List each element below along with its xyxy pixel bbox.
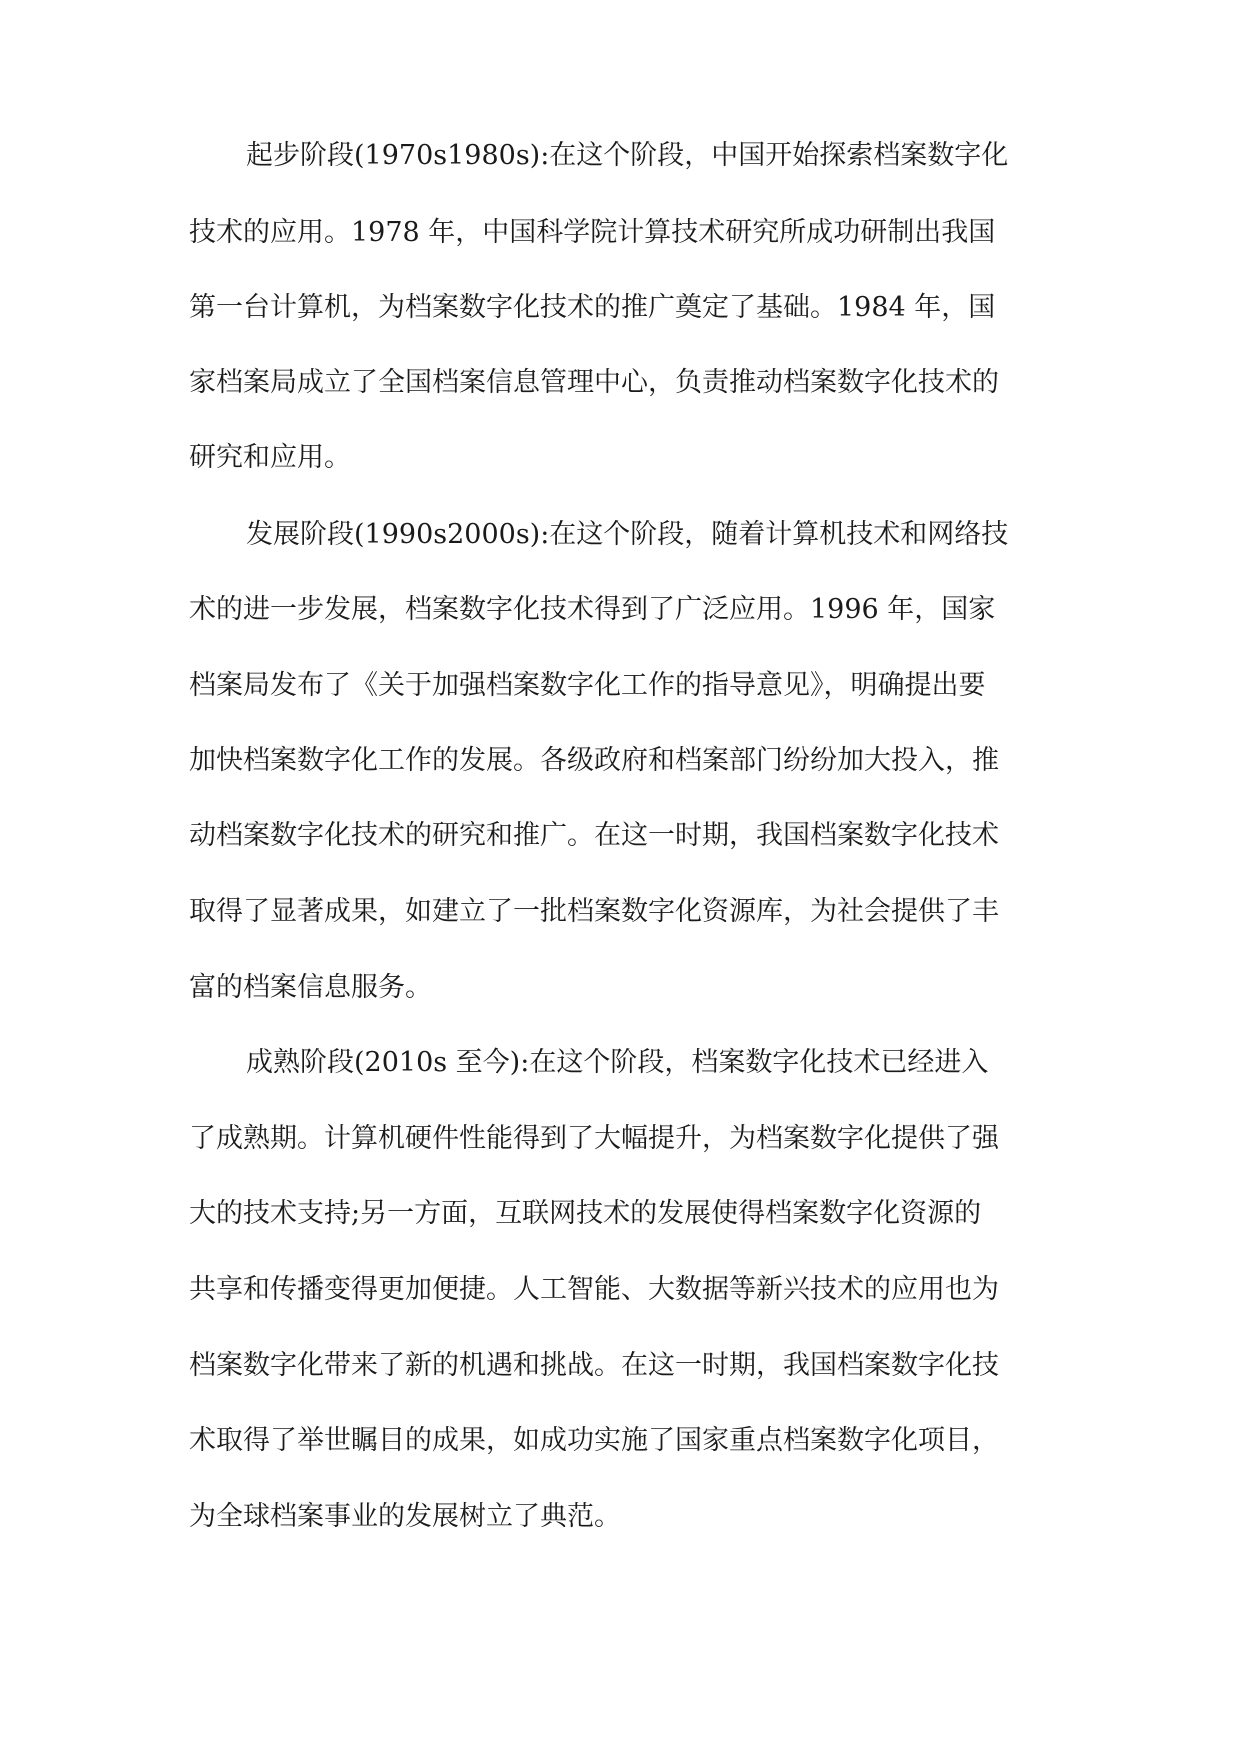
paragraph-2-line-3: 档案局发布了《关于加强档案数字化工作的指导意见》，明确提出要 <box>189 670 986 701</box>
paragraph-2-line-1: 发展阶段(1990s2000s):在这个阶段，随着计算机技术和网络技 <box>246 519 1009 550</box>
paragraph-3-line-2: 了成熟期。计算机硬件性能得到了大幅提升，为档案数字化提供了强 <box>189 1123 999 1154</box>
paragraph-2-line-5: 动档案数字化技术的研究和推广。在这一时期，我国档案数字化技术 <box>189 820 999 851</box>
paragraph-1-line-1: 起步阶段(1970s1980s):在这个阶段，中国开始探索档案数字化 <box>246 140 1009 171</box>
paragraph-3-line-4: 共享和传播变得更加便捷。人工智能、大数据等新兴技术的应用也为 <box>189 1274 999 1305</box>
paragraph-3-line-5: 档案数字化带来了新的机遇和挑战。在这一时期，我国档案数字化技 <box>189 1350 999 1381</box>
paragraph-3-line-6: 术取得了举世瞩目的成果，如成功实施了国家重点档案数字化项目， <box>189 1425 999 1456</box>
paragraph-3-line-3: 大的技术支持;另一方面，互联网技术的发展使得档案数字化资源的 <box>189 1198 982 1229</box>
paragraph-2-line-6: 取得了显著成果，如建立了一批档案数字化资源库，为社会提供了丰 <box>189 896 999 927</box>
paragraph-2-line-4: 加快档案数字化工作的发展。各级政府和档案部门纷纷加大投入，推 <box>189 745 999 776</box>
paragraph-1-line-3: 第一台计算机，为档案数字化技术的推广奠定了基础。1984 年，国 <box>189 292 996 323</box>
paragraph-2-line-7: 富的档案信息服务。 <box>189 972 432 1003</box>
paragraph-1-line-2: 技术的应用。1978 年，中国科学院计算技术研究所成功研制出我国 <box>189 217 996 248</box>
paragraph-2-line-2: 术的进一步发展，档案数字化技术得到了广泛应用。1996 年，国家 <box>189 594 996 625</box>
paragraph-3-line-7: 为全球档案事业的发展树立了典范。 <box>189 1501 621 1532</box>
paragraph-1-line-4: 家档案局成立了全国档案信息管理中心，负责推动档案数字化技术的 <box>189 367 999 398</box>
paragraph-1-line-5: 研究和应用。 <box>189 442 351 473</box>
paragraph-3-line-1: 成熟阶段(2010s 至今):在这个阶段，档案数字化技术已经进入 <box>246 1047 989 1078</box>
